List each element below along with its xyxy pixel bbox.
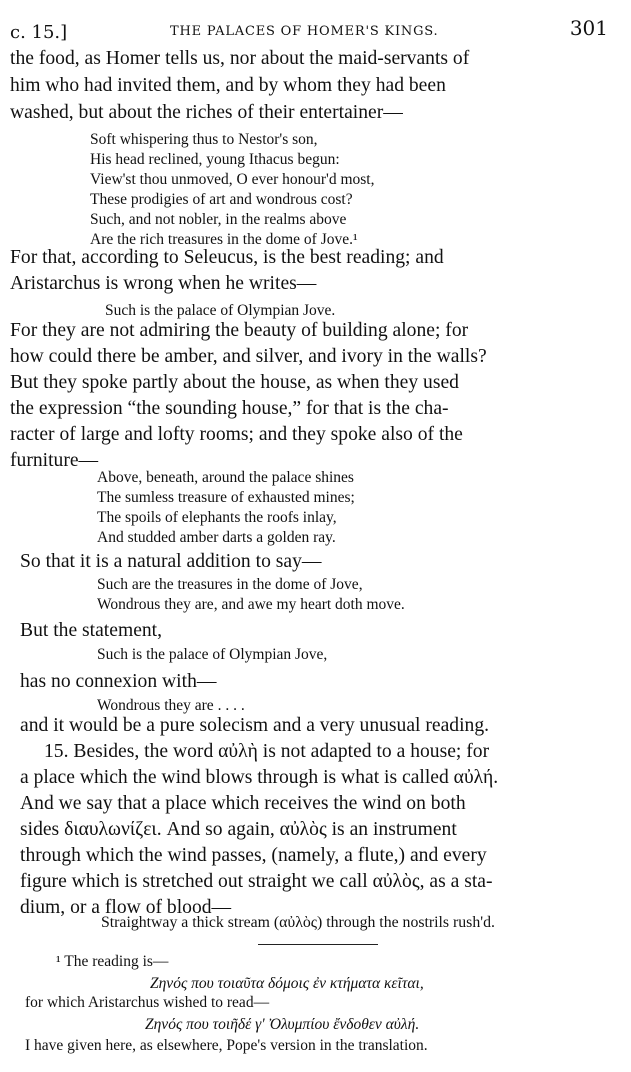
footnote-greek-line: Ζηνός που τοιῆδέ γ' Ὀλυμπίου ἔνδοθεν αὐλή. [145, 1016, 420, 1033]
running-title: THE PALACES OF HOMER'S KINGS. [170, 24, 439, 39]
footnote-divider [258, 944, 378, 945]
prose-line: a place which the wind blows through is what is called αὐλή. [20, 767, 499, 788]
verse-line: Such is the palace of Olympian Jove, [97, 646, 328, 663]
prose-line: But the statement, [20, 620, 163, 641]
prose-line: But they spoke partly about the house, as when they used [10, 372, 459, 393]
verse-line: Such, and not nobler, in the realms above [90, 211, 347, 228]
verse-line: His head reclined, young Ithacus begun: [90, 151, 340, 168]
verse-line: Straightway a thick stream (αὐλὸς) through the nostrils rush'd. [101, 914, 495, 931]
prose-line: racter of large and lofty rooms; and they spoke also of the [10, 424, 463, 445]
prose-line: For they are not admiring the beauty of building alone; for [10, 320, 469, 341]
prose-line: For that, according to Seleucus, is the best reading; and [10, 247, 444, 268]
prose-line: the food, as Homer tells us, nor about the maid-servants of [10, 48, 470, 69]
prose-line: furniture— [10, 450, 99, 471]
page-number: 301 [569, 16, 608, 40]
verse-line: Wondrous they are . . . . [97, 697, 245, 714]
prose-line: and it would be a pure solecism and a very unusual reading. [20, 715, 490, 736]
verse-line: Such are the treasures in the dome of Jove, [97, 576, 363, 593]
running-header [10, 16, 622, 44]
footnote-line: ¹ The reading is— [56, 953, 169, 970]
prose-line: through which the wind passes, (namely, a flute,) and every [20, 845, 487, 866]
verse-line: Wondrous they are, and awe my heart doth move. [97, 596, 405, 613]
footnote-line: I have given here, as elsewhere, Pope's version in the translation. [25, 1037, 428, 1054]
prose-line: dium, or a flow of blood— [20, 897, 232, 918]
prose-line: Aristarchus is wrong when he writes— [10, 273, 317, 294]
verse-line: The spoils of elephants the roofs inlay, [97, 509, 337, 526]
verse-line: Are the rich treasures in the dome of Jove.¹ [90, 231, 358, 248]
footnote-line: for which Aristarchus wished to read— [25, 994, 270, 1011]
verse-line: The sumless treasure of exhausted mines; [97, 489, 355, 506]
footnote-greek-line: Ζηνός που τοιαῦτα δόμοις ἐν κτήματα κεῖται, [150, 975, 424, 992]
section-reference: c. 15.] [10, 22, 68, 43]
prose-line: him who had invited them, and by whom they had been [10, 75, 446, 96]
prose-line: sides διαυλωνίζει. And so again, αὐλὸς is an instrument [20, 819, 457, 840]
verse-line: And studded amber darts a golden ray. [97, 529, 336, 546]
prose-line: And we say that a place which receives the wind on both [20, 793, 466, 814]
verse-line: Such is the palace of Olympian Jove. [105, 302, 336, 319]
prose-line: So that it is a natural addition to say— [20, 551, 322, 572]
prose-line: how could there be amber, and silver, and ivory in the walls? [10, 346, 487, 367]
prose-line: the expression “the sounding house,” for that is the cha- [10, 398, 449, 419]
verse-line: Above, beneath, around the palace shines [97, 469, 354, 486]
prose-line: washed, but about the riches of their entertainer— [10, 102, 403, 123]
verse-line: These prodigies of art and wondrous cost? [90, 191, 353, 208]
prose-line: 15. Besides, the word αὐλὴ is not adapted to a house; for [44, 741, 490, 762]
prose-line: figure which is stretched out straight we call αὐλὸς, as a sta- [20, 871, 493, 892]
verse-line: View'st thou unmoved, O ever honour'd most, [90, 171, 375, 188]
prose-line: has no connexion with— [20, 671, 217, 692]
verse-line: Soft whispering thus to Nestor's son, [90, 131, 318, 148]
